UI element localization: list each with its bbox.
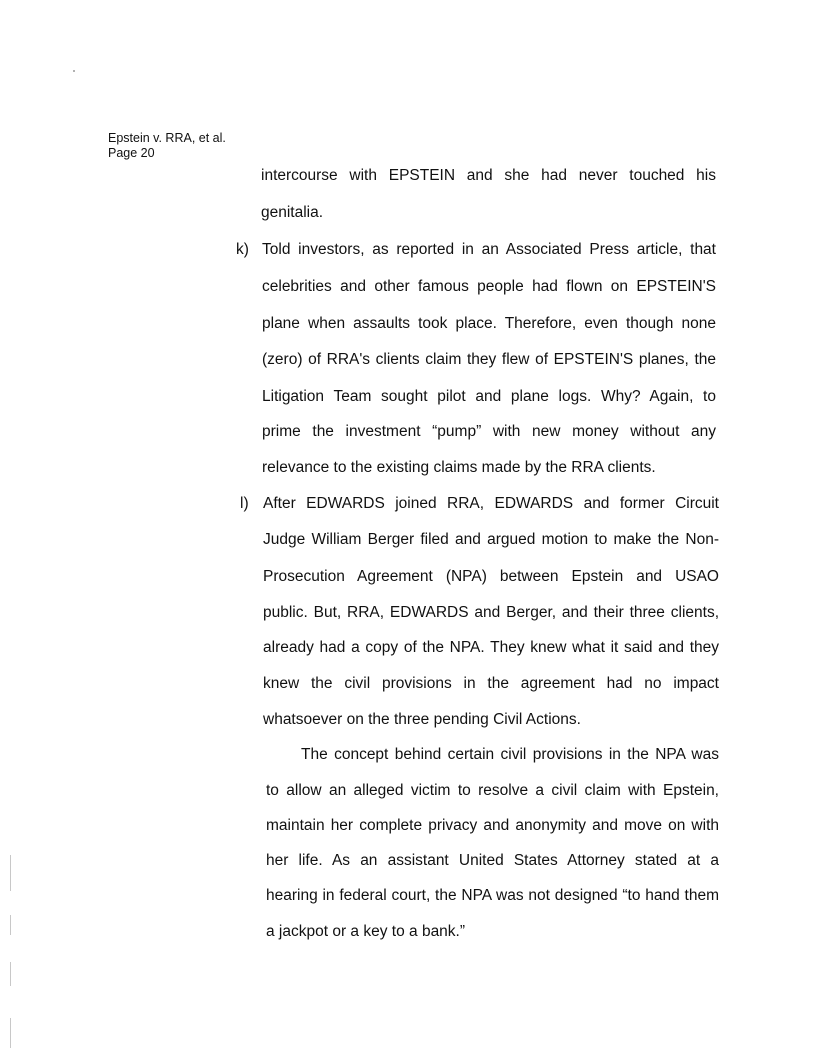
item-k-line: prime the investment “pump” with new money without any	[262, 423, 716, 440]
item-k-line: Litigation Team sought pilot and plane logs. Why? Again, to	[262, 388, 716, 405]
item-k-line: Told investors, as reported in an Associated Press article, that	[262, 241, 716, 258]
item-l-line: After EDWARDS joined RRA, EDWARDS and former Circuit	[263, 495, 719, 512]
paragraph-line: maintain her complete privacy and anonymity and move on with	[266, 817, 719, 834]
paragraph-line: a jackpot or a key to a bank.”	[266, 923, 466, 940]
scan-artifact	[10, 1018, 11, 1048]
intro-line: genitalia.	[261, 204, 324, 221]
item-k-line: plane when assaults took place. Therefore, even though none	[262, 315, 716, 332]
item-k-line: celebrities and other famous people had flown on EPSTEIN'S	[262, 278, 716, 295]
scan-artifact	[10, 855, 11, 891]
item-l-line: whatsoever on the three pending Civil Actions.	[263, 711, 581, 728]
page-number: Page 20	[108, 146, 155, 160]
paragraph-line: her life. As an assistant United States Attorney stated at a	[266, 852, 719, 869]
scan-dot	[73, 70, 75, 72]
item-l-line: Prosecution Agreement (NPA) between Epstein and USAO	[263, 568, 719, 585]
item-k-line: relevance to the existing claims made by the RRA clients.	[262, 459, 656, 476]
item-l-line: knew the civil provisions in the agreement had no impact	[263, 675, 719, 692]
scan-artifact	[10, 915, 11, 935]
page-header	[108, 131, 226, 161]
item-l-line: Judge William Berger filed and argued motion to make the Non-	[263, 531, 719, 548]
item-marker-k: k)	[236, 241, 249, 258]
intro-line: intercourse with EPSTEIN and she had never touched his	[261, 167, 716, 184]
item-l-line: public. But, RRA, EDWARDS and Berger, and their three clients,	[263, 604, 719, 621]
paragraph-line: hearing in federal court, the NPA was not designed “to hand them	[266, 887, 719, 904]
paragraph-line: to allow an alleged victim to resolve a civil claim with Epstein,	[266, 782, 719, 799]
case-caption: Epstein v. RRA, et al.	[108, 131, 226, 145]
paragraph-line: The concept behind certain civil provisions in the NPA was	[301, 746, 719, 763]
item-marker-l: l)	[240, 495, 249, 512]
scan-artifact	[10, 962, 11, 986]
item-l-line: already had a copy of the NPA. They knew what it said and they	[263, 639, 719, 656]
item-k-line: (zero) of RRA's clients claim they flew of EPSTEIN'S planes, the	[262, 351, 716, 368]
